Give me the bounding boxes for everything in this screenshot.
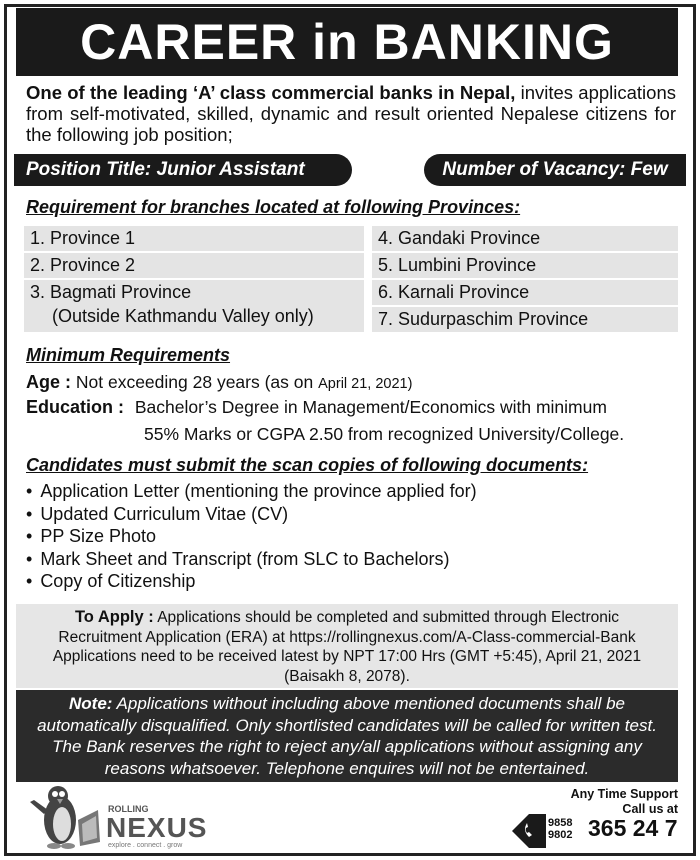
rolling-nexus-logo — [22, 780, 242, 852]
note-line-2: automatically disqualified. Only shortlisted candidates will be called for written test. — [37, 715, 657, 735]
education-requirement — [26, 396, 607, 418]
documents-heading: Candidates must submit the scan copies of following documents: — [26, 455, 589, 475]
province-item-name: 3. Bagmati Province — [30, 282, 192, 302]
phone-prefix-1: 9858 — [548, 817, 573, 829]
apply-line-1 — [16, 608, 678, 628]
apply-text-1: Applications should be completed and submitted through Electronic — [157, 609, 620, 626]
age-label: Age : — [26, 372, 71, 392]
province-list — [24, 226, 678, 336]
page-title: CAREER in BANKING — [16, 8, 678, 76]
province-item: 1. Province 1 — [24, 226, 364, 251]
note-label: Note: — [69, 694, 113, 713]
phone-number: 365 24 7 — [588, 815, 678, 841]
note-line-1 — [16, 693, 678, 715]
documents-list — [26, 480, 477, 593]
note-text-1: Applications without including above mentioned documents shall be — [116, 694, 625, 713]
province-item: 4. Gandaki Province — [372, 226, 678, 251]
education-line-1: Bachelor’s Degree in Management/Economics with minimum — [134, 397, 607, 417]
support-line-1: Any Time Support — [570, 787, 678, 801]
support-line-2: Call us at — [622, 802, 678, 816]
phone-contact — [512, 810, 682, 850]
min-requirements-heading: Minimum Requirements — [26, 345, 231, 365]
province-item: 6. Karnali Province — [372, 280, 678, 305]
province-column-right — [372, 226, 678, 334]
province-item: 5. Lumbini Province — [372, 253, 678, 278]
province-item — [24, 280, 364, 332]
vacancy-badge: Number of Vacancy: Few — [424, 154, 686, 186]
logo-brand-text: NEXUS — [106, 812, 208, 843]
province-item-note: (Outside Kathmandu Valley only) — [52, 306, 314, 326]
apply-section — [16, 604, 678, 688]
logo-small-text: ROLLING — [108, 804, 149, 814]
education-label: Education : — [26, 397, 124, 417]
document-item: • Copy of Citizenship — [26, 570, 477, 593]
province-column-left — [24, 226, 364, 334]
logo-tagline: explore . connect . grow — [108, 842, 183, 849]
apply-line-3: Applications need to be received latest by NPT 17:00 Hrs (GMT +5:45), April 21, 2021 — [52, 648, 642, 665]
document-item: • Application Letter (mentioning the province applied for) — [26, 480, 477, 503]
document-item: • Mark Sheet and Transcript (from SLC to Bachelors) — [26, 548, 477, 571]
education-line-2: 55% Marks or CGPA 2.50 from recognized University/College. — [144, 424, 625, 444]
note-line-3: The Bank reserves the right to reject any/all applications without assigning any — [52, 737, 642, 756]
position-title-badge: Position Title: Junior Assistant — [14, 154, 352, 186]
penguin-icon — [22, 780, 106, 852]
age-requirement — [26, 371, 412, 395]
age-date: April 21, 2021) — [318, 376, 413, 392]
apply-line-4: (Baisakh 8, 2078). — [284, 667, 410, 685]
intro-paragraph — [26, 82, 676, 145]
note-line-4: reasons whatsoever. Telephone enquires will not be entertained. — [104, 758, 590, 778]
apply-label: To Apply : — [74, 608, 154, 626]
document-item: • Updated Curriculum Vitae (CV) — [26, 503, 477, 526]
document-item: • PP Size Photo — [26, 525, 477, 548]
phone-icon — [512, 814, 546, 848]
age-value: Not exceeding 28 years (as on — [75, 372, 314, 392]
phone-prefixes — [548, 817, 572, 841]
intro-bold: One of the leading ‘A’ class commercial banks in Nepal, — [26, 82, 516, 103]
note-section — [16, 690, 678, 782]
intro-rest: invites applications from self-motivated, skilled, dynamic and result oriented Nepalese citizens for the following job position; — [26, 82, 676, 145]
apply-line-2: Recruitment Application (ERA) at https://rollingnexus.com/A-Class-commercial-Bank — [58, 628, 636, 646]
phone-prefix-2: 9802 — [548, 829, 573, 841]
provinces-heading: Requirement for branches located at following Provinces: — [26, 197, 521, 217]
province-item: 7. Sudurpaschim Province — [372, 307, 678, 332]
province-item: 2. Province 2 — [24, 253, 364, 278]
